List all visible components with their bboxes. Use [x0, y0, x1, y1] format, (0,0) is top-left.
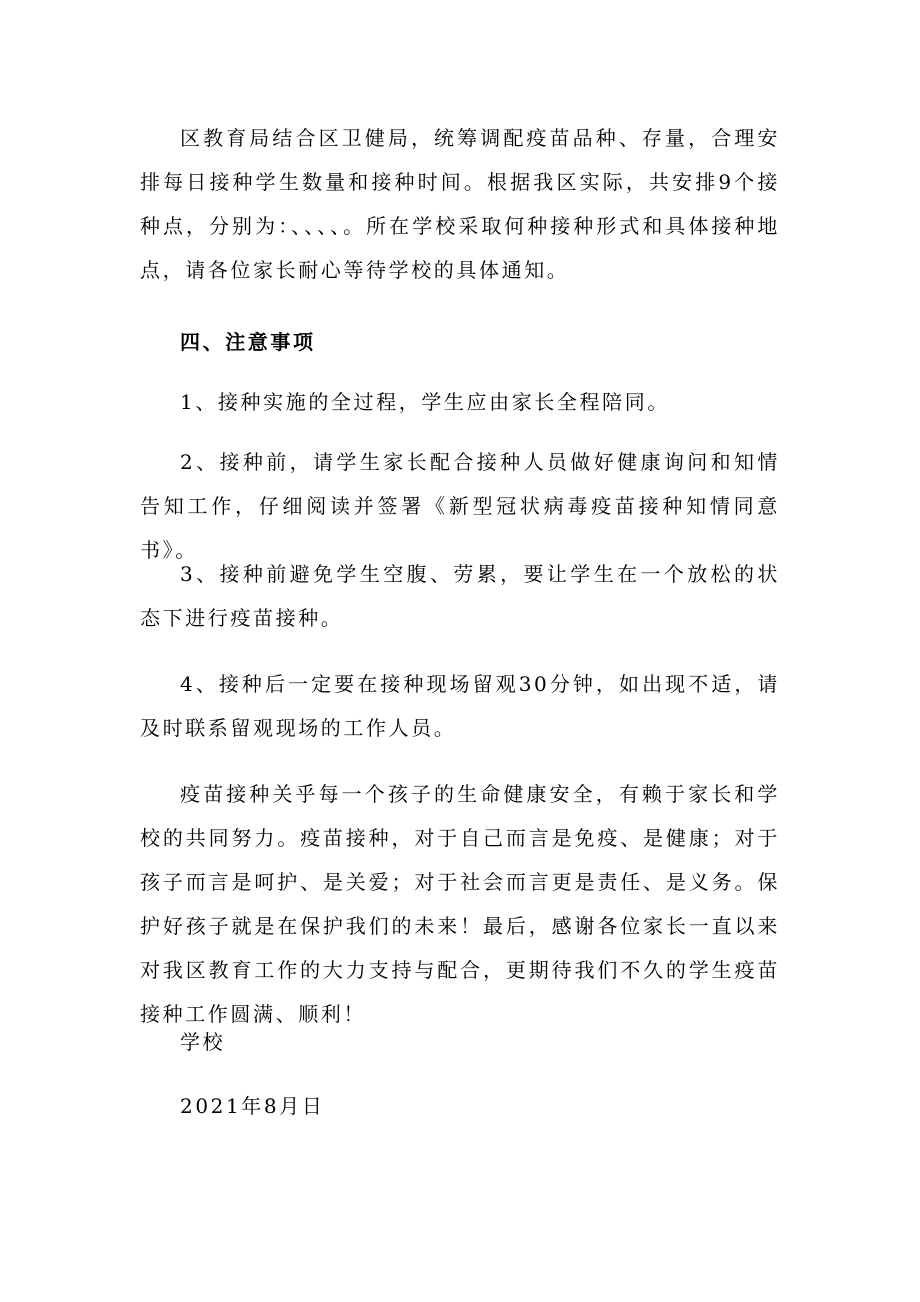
signature-school: 学校: [180, 1030, 226, 1054]
notice-item-2: 2、接种前，请学生家长配合接种人员做好健康询问和知情告知工作，仔细阅读并签署《新型冠状病毒疫苗接种知情同意书》。: [140, 450, 780, 562]
document-date: 2021年8月日: [180, 1094, 325, 1118]
intro-paragraph: 区教育局结合区卫健局，统筹调配疫苗品种、存量，合理安排每日接种学生数量和接种时间。根据我区实际，共安排9个接种点，分别为：、、、、。所在学校采取何种接种形式和具体接种地点，请各位家长耐心等待学校的具体通知。: [140, 126, 780, 282]
section-four-heading: 四、注意事项: [180, 330, 316, 354]
notice-item-4: 4、接种后一定要在接种现场留观30分钟，如出现不适，请及时联系留观现场的工作人员。: [140, 672, 780, 740]
closing-paragraph: 疫苗接种关乎每一个孩子的生命健康安全，有赖于家长和学校的共同努力。疫苗接种，对于自己而言是免疫、是健康；对于孩子而言是呵护、是关爱；对于社会而言更是责任、是义务。保护好孩子就是在保护我们的未来！最后，感谢各位家长一直以来对我区教育工作的大力支持与配合，更期待我们不久的学生疫苗接种工作圆满、顺利！: [140, 782, 780, 1026]
notice-item-1: 1、接种实施的全过程，学生应由家长全程陪同。: [180, 390, 670, 414]
notice-item-3: 3、接种前避免学生空腹、劳累，要让学生在一个放松的状态下进行疫苗接种。: [140, 562, 780, 630]
